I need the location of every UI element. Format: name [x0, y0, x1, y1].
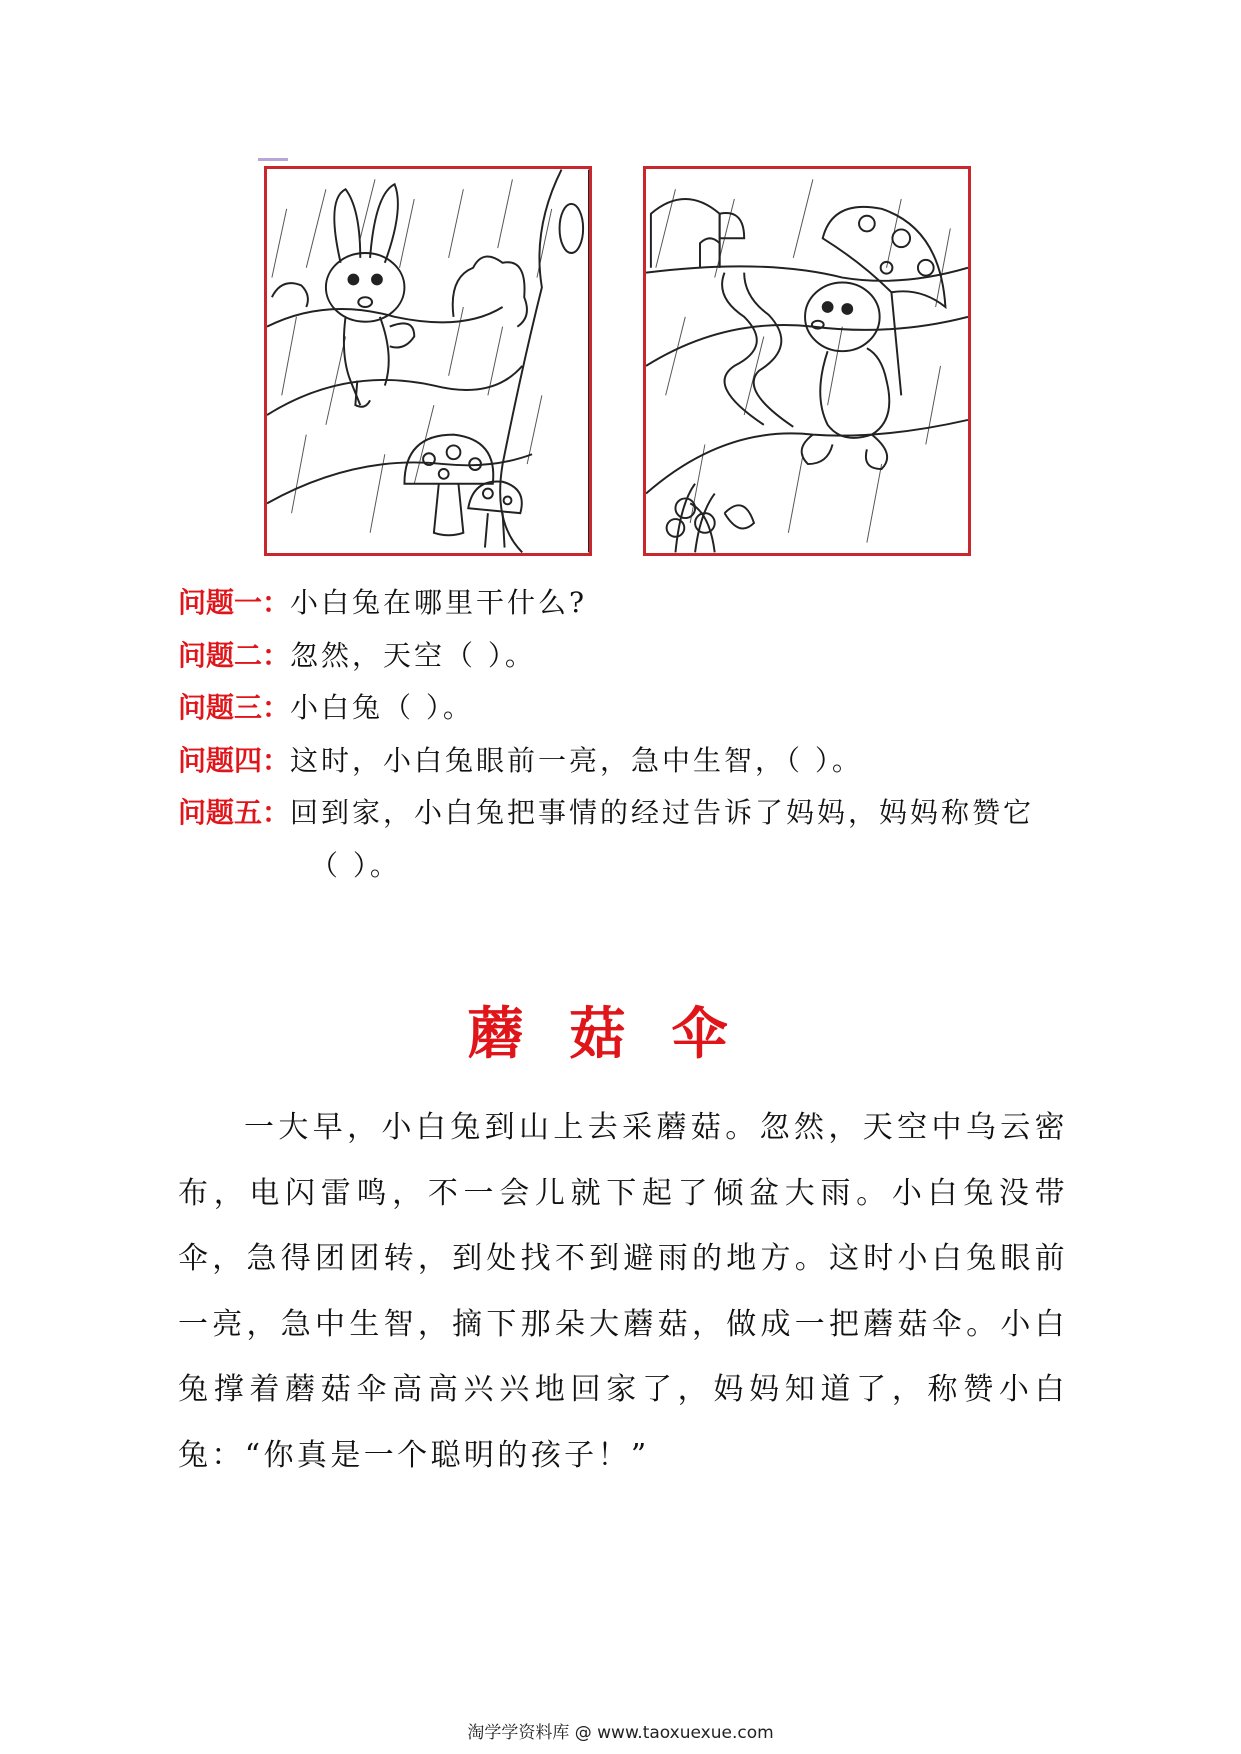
question-label: 问题三：	[178, 691, 291, 724]
question-3	[178, 688, 474, 728]
question-1	[178, 583, 587, 623]
question-label: 问题五：	[178, 796, 291, 829]
story-title: 蘑菇伞	[467, 1002, 774, 1067]
question-text: 忽然，天空（ ）。	[290, 639, 536, 672]
decorative-mark	[258, 158, 288, 161]
illustration-rabbit-in-rain	[264, 166, 592, 556]
question-text: 小白兔（ ）。	[290, 691, 474, 724]
question-2	[178, 636, 536, 676]
question-5-continuation: （ ）。	[310, 849, 401, 882]
question-text: 这时，小白兔眼前一亮，急中生智，（ ）。	[290, 744, 863, 777]
footer-watermark: 淘学学资料库 @ www.taoxuexue.com	[467, 1723, 774, 1743]
question-5	[178, 793, 1034, 833]
question-text: 回到家，小白兔把事情的经过告诉了妈妈，妈妈称赞它	[290, 796, 1035, 829]
question-label: 问题一：	[178, 586, 291, 619]
question-4	[178, 741, 863, 781]
question-label: 问题四：	[178, 744, 291, 777]
rabbit-in-rain-icon	[267, 169, 589, 553]
question-text: 小白兔在哪里干什么?	[290, 586, 588, 619]
story-paragraph: 一大早，小白兔到山上去采蘑菇。忽然，天空中乌云密布，电闪雷鸣，不一会儿就下起了倾盆大雨。小白兔没带伞，急得团团转，到处找不到避雨的地方。这时小白兔眼前一亮，急中生智，摘下那朵大蘑菇，做成一把蘑菇伞。小白兔撑着蘑菇伞高高兴兴地回家了，妈妈知道了，称赞小白兔：“你真是一个聪明的孩子！”	[178, 1110, 1068, 1473]
rabbit-with-mushroom-umbrella-icon	[646, 169, 968, 553]
question-label: 问题二：	[178, 639, 291, 672]
illustration-rabbit-mushroom-umbrella	[643, 166, 971, 556]
